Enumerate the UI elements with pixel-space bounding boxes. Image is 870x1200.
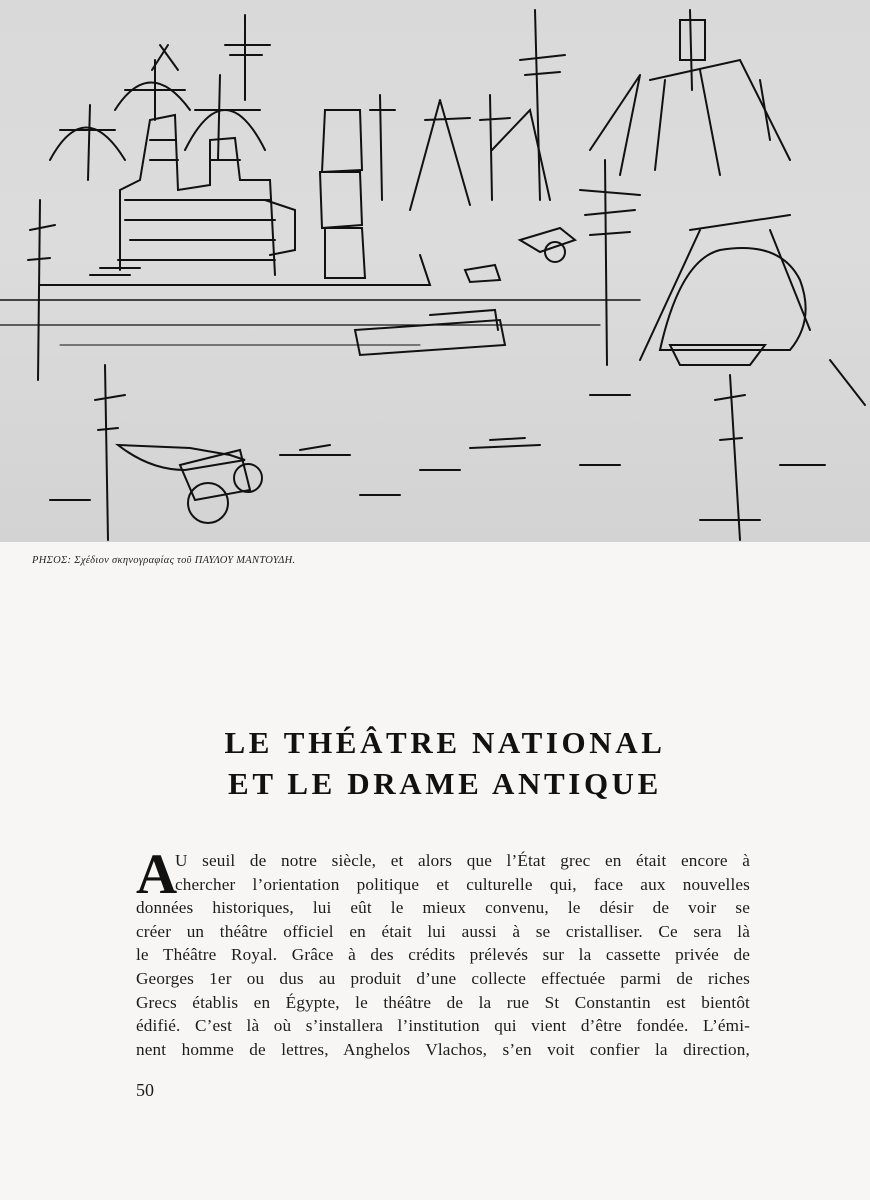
body-line: U seuil de notre siècle, et alors que l’État grec en était encore à [175, 851, 750, 870]
body-line: Grecs établis en Égypte, le théâtre de la rue St Constantin est bientôt [136, 992, 750, 1012]
body-line: Georges 1er ou dus au produit d’une collecte effectuée parmi de riches [136, 968, 750, 988]
title-line-2: ET LE DRAME ANTIQUE [228, 766, 662, 801]
body-line: édifié. C’est là où s’installera l’institution qui vient d’être fondée. L’émi- [136, 1016, 750, 1036]
set-sketch-drawing [0, 0, 870, 542]
page-number: 50 [136, 1080, 154, 1100]
body-line: données historiques, lui eût le mieux convenu, le désir de voir se [136, 898, 750, 918]
body-line: chercher l’orientation politique et culturelle qui, face aux nouvelles [175, 874, 750, 894]
article-body [136, 843, 750, 1061]
body-line: créer un théâtre officiel en était lui aussi à se cristalliser. Ce sera là [136, 921, 750, 941]
stage-design-illustration [0, 0, 870, 542]
figure-caption: ΡΗΣΟΣ: Σχέδιον σκηνογραφίας τοῦ ΠΑΥΛΟΥ ΜΑΝΤΟΥΔΗ. [32, 555, 296, 566]
drop-cap: A [136, 843, 178, 906]
article-title [150, 722, 740, 804]
body-line: nent homme de lettres, Anghelos Vlachos, s’en voit confier la direction, [136, 1039, 750, 1059]
title-line-1: LE THÉÂTRE NATIONAL [224, 725, 666, 760]
body-line: le Théâtre Royal. Grâce à des crédits prélevés sur la cassette privée de [136, 945, 750, 965]
